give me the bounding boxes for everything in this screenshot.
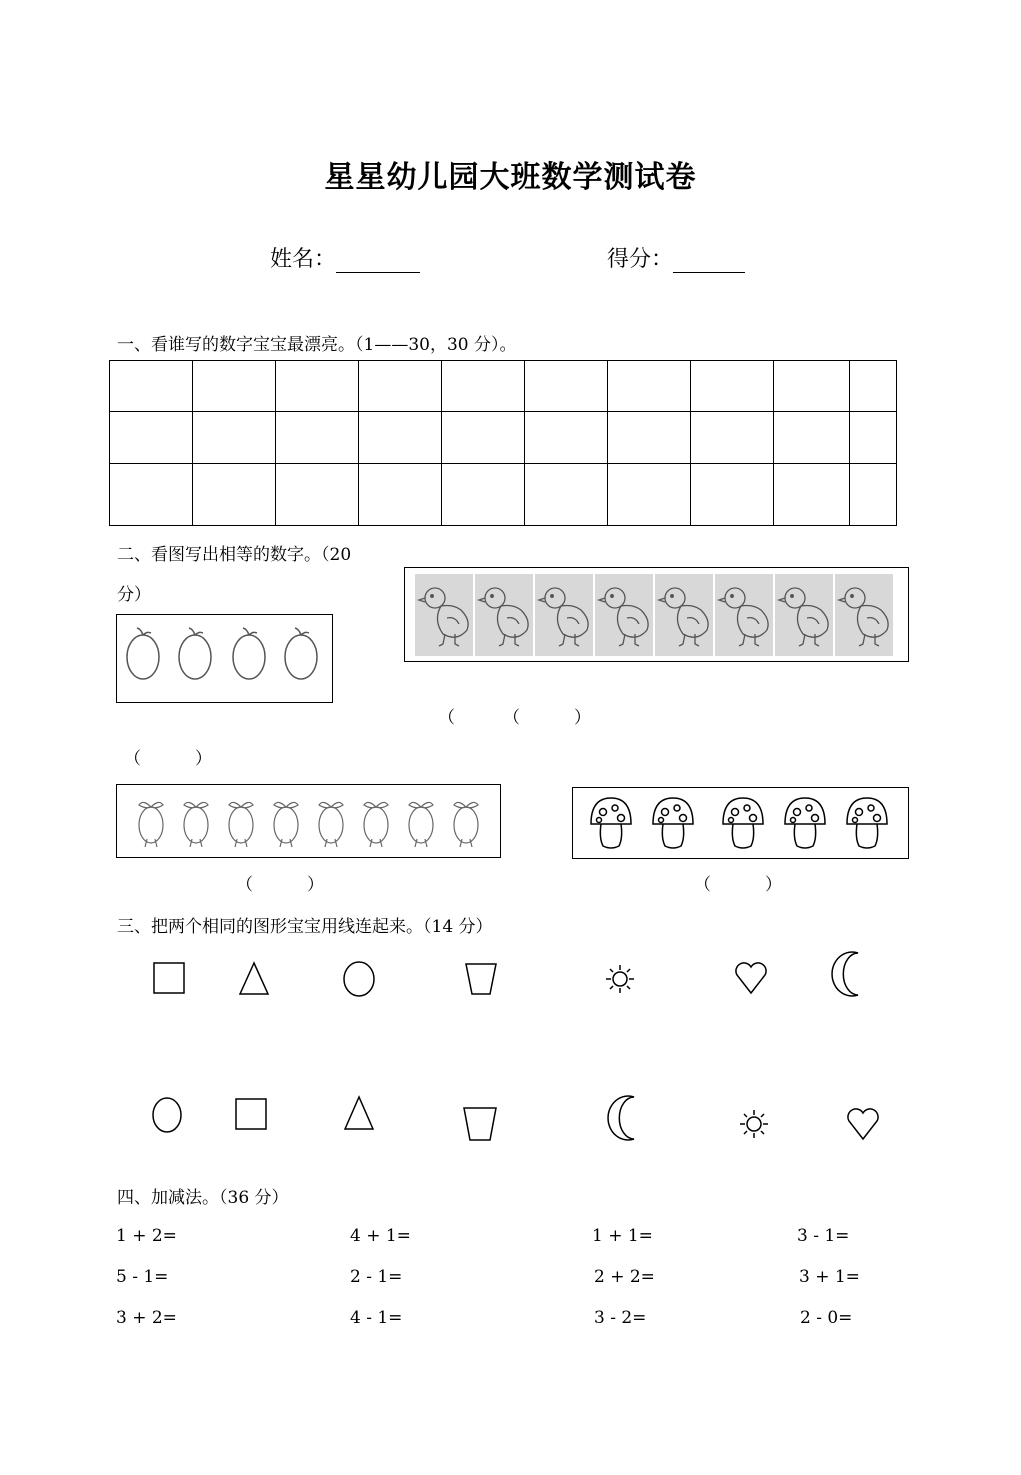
chick-icon xyxy=(715,574,773,656)
triangle-icon[interactable] xyxy=(240,963,268,994)
name-label: 姓名： xyxy=(270,247,337,272)
apple-icon xyxy=(285,628,317,679)
sun-icon[interactable] xyxy=(606,965,634,993)
grid-cell[interactable] xyxy=(442,464,525,526)
chick-icon xyxy=(475,574,533,656)
apple-icon xyxy=(179,628,211,679)
grid-cell[interactable] xyxy=(608,464,691,526)
square-icon[interactable] xyxy=(236,1099,266,1129)
chick-icon xyxy=(835,574,893,656)
equation[interactable]: 3 - 2= xyxy=(594,1308,647,1328)
grid-cell[interactable] xyxy=(359,412,442,464)
mushroom-icon xyxy=(785,798,825,848)
fruit-group xyxy=(117,785,499,856)
grid-cell[interactable] xyxy=(193,361,276,412)
chick-icon xyxy=(775,574,833,656)
chick-icon xyxy=(595,574,653,656)
fruit-icon xyxy=(364,802,388,847)
equation[interactable]: 3 - 1= xyxy=(797,1226,850,1246)
grid-cell[interactable] xyxy=(850,412,897,464)
equation[interactable]: 4 + 1= xyxy=(350,1226,411,1246)
fruit-icon xyxy=(229,802,253,847)
shape-matching-area xyxy=(0,945,1021,1155)
apple-group-box xyxy=(116,614,333,703)
page-title: 星星幼儿园大班数学测试卷 xyxy=(324,160,697,195)
sun-icon[interactable] xyxy=(740,1110,768,1138)
chick-icon xyxy=(535,574,593,656)
chick-group xyxy=(405,568,907,660)
grid-cell[interactable] xyxy=(525,412,608,464)
section3-heading: 三、把两个相同的图形宝宝用线连起来。（14 分） xyxy=(117,917,493,937)
apple-icon xyxy=(233,628,265,679)
fruit-icon xyxy=(409,802,433,847)
name-input-line[interactable] xyxy=(336,250,420,273)
mushroom-icon xyxy=(847,798,887,848)
grid-cell[interactable] xyxy=(525,361,608,412)
grid-cell[interactable] xyxy=(850,361,897,412)
equation[interactable]: 2 + 2= xyxy=(594,1267,655,1287)
grid-cell[interactable] xyxy=(276,412,359,464)
section1-heading: 一、看谁写的数字宝宝最漂亮。（1——30，30 分）。 xyxy=(117,335,517,355)
grid-cell[interactable] xyxy=(359,464,442,526)
circle-icon[interactable] xyxy=(344,962,374,996)
grid-cell[interactable] xyxy=(442,361,525,412)
score-input-line[interactable] xyxy=(673,250,745,273)
grid-cell[interactable] xyxy=(110,464,193,526)
fruit-icon xyxy=(139,802,163,847)
fruit-icon xyxy=(274,802,298,847)
name-field xyxy=(270,242,420,273)
mushroom-group-box xyxy=(572,787,909,859)
grid-cell[interactable] xyxy=(850,464,897,526)
grid-cell[interactable] xyxy=(774,412,850,464)
triangle-icon[interactable] xyxy=(345,1097,373,1129)
chick-group-box xyxy=(404,567,909,662)
mushroom-icon xyxy=(653,798,693,848)
section2-heading-line2: 分） xyxy=(117,585,151,605)
grid-cell[interactable] xyxy=(608,412,691,464)
equation[interactable]: 5 - 1= xyxy=(116,1267,169,1287)
apple-group xyxy=(117,615,331,701)
grid-cell[interactable] xyxy=(193,412,276,464)
answer-paren-apple[interactable]: （ ） xyxy=(124,749,213,769)
grid-cell[interactable] xyxy=(110,361,193,412)
answer-paren-mushroom[interactable]: （ ） xyxy=(694,875,783,895)
equation[interactable]: 1 + 2= xyxy=(116,1226,177,1246)
mushroom-group xyxy=(573,788,907,857)
grid-cell[interactable] xyxy=(193,464,276,526)
fruit-icon xyxy=(454,802,478,847)
grid-cell[interactable] xyxy=(691,412,774,464)
grid-cell[interactable] xyxy=(359,361,442,412)
equation[interactable]: 4 - 1= xyxy=(350,1308,403,1328)
grid-cell[interactable] xyxy=(608,361,691,412)
answer-paren-chick-open: （ xyxy=(438,708,455,728)
section2-heading-line1: 二、看图写出相等的数字。（20 xyxy=(117,545,352,565)
grid-cell[interactable] xyxy=(442,412,525,464)
equation[interactable]: 3 + 2= xyxy=(116,1308,177,1328)
section4-heading: 四、加减法。（36 分） xyxy=(117,1188,289,1208)
equation[interactable]: 2 - 1= xyxy=(350,1267,403,1287)
equation[interactable]: 1 + 1= xyxy=(592,1226,653,1246)
score-field xyxy=(607,242,745,273)
answer-paren-chick[interactable]: （ ） xyxy=(503,708,592,728)
grid-cell[interactable] xyxy=(774,464,850,526)
moon-icon[interactable] xyxy=(832,952,858,996)
chick-icon xyxy=(415,574,473,656)
trapezoid-icon[interactable] xyxy=(466,964,496,994)
fruit-icon xyxy=(184,802,208,847)
apple-icon xyxy=(127,628,159,679)
grid-cell[interactable] xyxy=(525,464,608,526)
trapezoid-icon[interactable] xyxy=(464,1108,496,1140)
equation[interactable]: 3 + 1= xyxy=(799,1267,860,1287)
fruit-group-box xyxy=(116,784,501,858)
equation[interactable]: 2 - 0= xyxy=(800,1308,853,1328)
heart-icon[interactable] xyxy=(736,963,766,993)
circle-icon[interactable] xyxy=(153,1098,181,1132)
grid-cell[interactable] xyxy=(774,361,850,412)
grid-cell[interactable] xyxy=(276,361,359,412)
square-icon[interactable] xyxy=(154,963,184,993)
answer-paren-fruit[interactable]: （ ） xyxy=(236,875,325,895)
chick-icon xyxy=(655,574,713,656)
grid-cell[interactable] xyxy=(276,464,359,526)
score-label: 得分： xyxy=(607,247,674,272)
fruit-icon xyxy=(319,802,343,847)
heart-icon[interactable] xyxy=(848,1109,878,1139)
grid-cell[interactable] xyxy=(691,464,774,526)
grid-cell[interactable] xyxy=(691,361,774,412)
number-writing-grid xyxy=(109,360,897,526)
grid-cell[interactable] xyxy=(110,412,193,464)
moon-icon[interactable] xyxy=(608,1096,634,1140)
mushroom-icon xyxy=(723,798,763,848)
mushroom-icon xyxy=(591,798,631,848)
